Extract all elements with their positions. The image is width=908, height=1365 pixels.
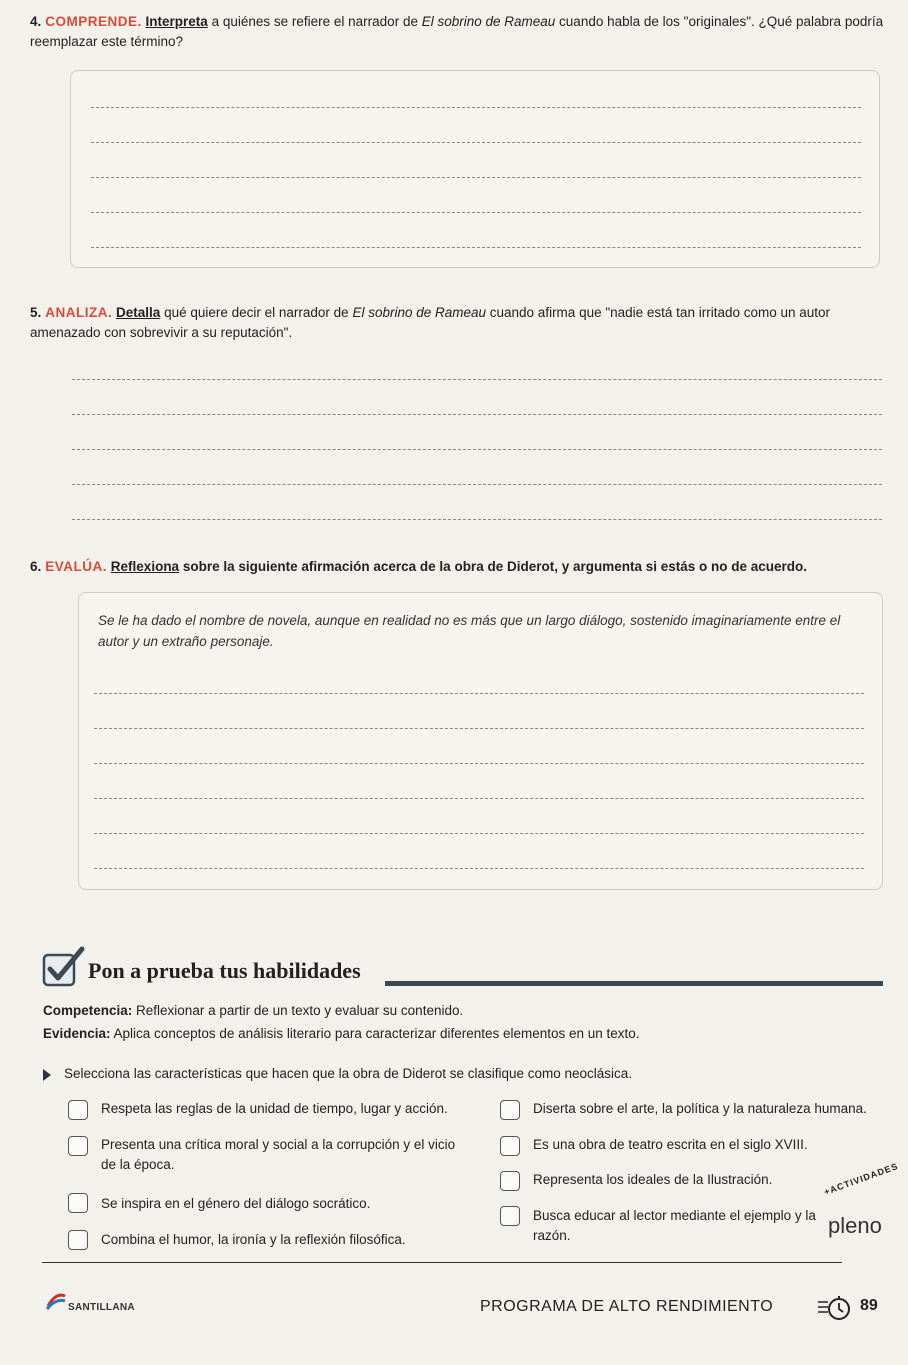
evidencia <box>43 1025 640 1043</box>
answer-line <box>91 177 861 178</box>
question-verb-secondary: Interpreta <box>145 14 208 29</box>
question-6 <box>30 557 885 577</box>
checkbox-option-3[interactable] <box>68 1193 88 1213</box>
answer-line <box>72 414 882 415</box>
question-number: 6. <box>30 559 42 574</box>
question-text: a quiénes se refiere el narrador de <box>207 14 422 29</box>
option-label: Es una obra de teatro escrita en el siglo XVIII. <box>533 1137 808 1152</box>
question-text: qué quiere decir el narrador de <box>160 305 353 320</box>
answer-line <box>94 728 864 729</box>
option-label: Presenta una crítica moral y social a la corrupción y el vicio de la época. <box>101 1137 456 1172</box>
checkbox-option-1[interactable] <box>68 1100 88 1120</box>
checkbox-option-6[interactable] <box>500 1136 520 1156</box>
option-label: Representa los ideales de la Ilustración. <box>533 1172 773 1187</box>
answer-line <box>72 519 882 520</box>
option-label: Respeta las reglas de la unidad de tiempo, lugar y acción. <box>101 1101 448 1116</box>
competencia-label: Competencia: <box>43 1003 133 1018</box>
book-title: El sobrino de Rameau <box>421 14 556 29</box>
checkbox-option-2[interactable] <box>68 1136 88 1156</box>
page-number: 89 <box>860 1297 878 1314</box>
question-5 <box>30 303 885 343</box>
santillana-logo-icon <box>45 1290 67 1312</box>
answer-line <box>91 107 861 108</box>
question-verb-secondary: Detalla <box>116 305 161 320</box>
program-title: PROGRAMA DE ALTO RENDIMIENTO <box>480 1298 774 1315</box>
option-label: Busca educar al lector mediante el ejemplo y la razón. <box>533 1208 816 1243</box>
question-4 <box>30 12 885 52</box>
question-text: sobre la siguiente afirmación acerca de la obra de Diderot, y argumenta si estás o no de acuerdo. <box>179 559 808 574</box>
question-number: 4. <box>30 14 42 29</box>
question-verb-secondary: Reflexiona <box>110 559 180 574</box>
evidencia-text: Aplica conceptos de análisis literario para caracterizar diferentes elementos en un texto. <box>110 1026 640 1041</box>
title-bar <box>385 981 883 986</box>
footer-divider <box>42 1262 842 1263</box>
question-verb: COMPRENDE. <box>45 14 142 29</box>
instruction: Selecciona las características que hacen que la obra de Diderot se clasifique como neoclásica. <box>64 1066 633 1081</box>
question-verb: EVALÚA. <box>45 559 108 574</box>
option-label: Combina el humor, la ironía y la reflexión filosófica. <box>101 1232 406 1247</box>
competencia <box>43 1002 463 1020</box>
question-text: cuando habla de los "originales". ¿Qué palabra podría reemplazar este término? <box>30 14 884 49</box>
pleno-logo: pleno <box>828 1213 882 1238</box>
option-label: Diserta sobre el arte, la política y la naturaleza humana. <box>533 1101 867 1116</box>
question-text: cuando afirma que "nadie está tan irritado como un autor amenazado con sobrevivir a su reputación". <box>30 305 831 340</box>
answer-line <box>94 798 864 799</box>
checkmark-icon <box>40 945 88 989</box>
competencia-text: Reflexionar a partir de un texto y evaluar su contenido. <box>132 1003 464 1018</box>
answer-line <box>72 484 882 485</box>
checkbox-option-8[interactable] <box>500 1206 520 1226</box>
answer-line <box>91 142 861 143</box>
publisher-name: SANTILLANA <box>68 1302 135 1313</box>
answer-line <box>94 763 864 764</box>
actividades-tag: +ACTIVIDADES <box>822 1160 900 1198</box>
checkbox-option-5[interactable] <box>500 1100 520 1120</box>
answer-line <box>72 379 882 380</box>
answer-box-4[interactable] <box>70 70 880 268</box>
checkbox-option-7[interactable] <box>500 1171 520 1191</box>
option-label: Se inspira en el género del diálogo socrático. <box>101 1196 371 1211</box>
checkbox-option-4[interactable] <box>68 1230 88 1250</box>
answer-line <box>94 833 864 834</box>
question-verb: ANALIZA. <box>45 305 113 320</box>
quote-text: Se le ha dado el nombre de novela, aunque en realidad no es más que un largo diálogo, sostenido imaginariamente entre el autor y un extraño personaje. <box>98 613 841 649</box>
question-number: 5. <box>30 305 42 320</box>
answer-line <box>91 212 861 213</box>
answer-line <box>91 247 861 248</box>
answer-line <box>94 868 864 869</box>
section-title: Pon a prueba tus habilidades <box>88 958 361 983</box>
bullet-icon <box>43 1069 51 1081</box>
evidencia-label: Evidencia: <box>43 1026 111 1041</box>
answer-line <box>94 693 864 694</box>
book-title: El sobrino de Rameau <box>352 305 487 320</box>
answer-line <box>72 449 882 450</box>
stopwatch-icon <box>818 1294 852 1322</box>
